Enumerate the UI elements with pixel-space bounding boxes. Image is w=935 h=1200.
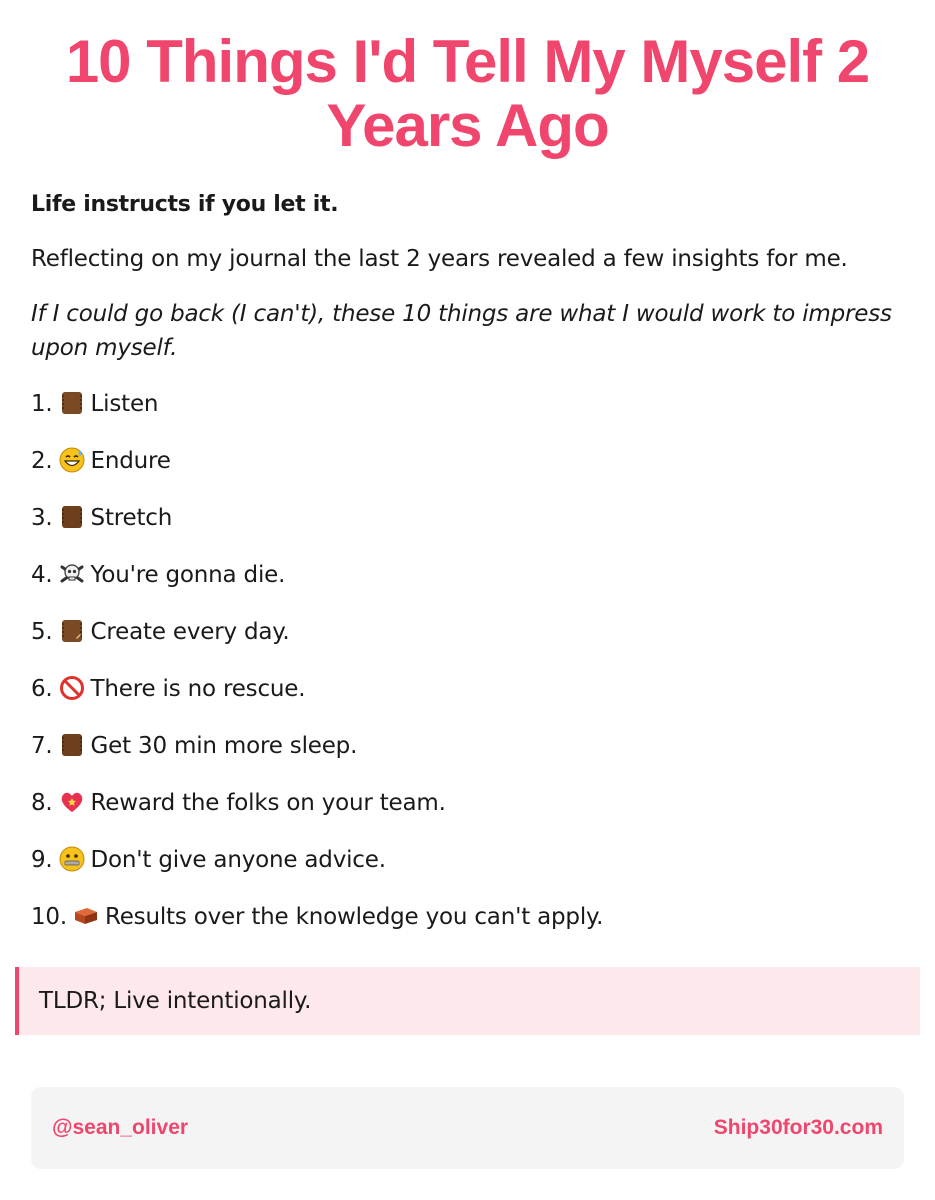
- list-item-text: Don't give anyone advice.: [90, 847, 386, 873]
- list-item: [31, 444, 911, 501]
- list-item-text: Stretch: [90, 505, 173, 531]
- list-item: [31, 729, 911, 786]
- lead-text: Life instructs if you let it.: [31, 192, 339, 217]
- author-handle-link[interactable]: @sean_oliver: [52, 1116, 189, 1139]
- things-list: [31, 387, 911, 957]
- list-item-text: Create every day.: [90, 619, 290, 645]
- list-item-number: 2.: [31, 448, 53, 474]
- list-item-text: Endure: [90, 448, 171, 474]
- list-item: [31, 900, 911, 957]
- list-item-number: 1.: [31, 391, 53, 417]
- prohibited-emoji-icon: [59, 675, 85, 701]
- site-link[interactable]: Ship30for30.com: [713, 1116, 883, 1139]
- list-item-number: 7.: [31, 733, 53, 759]
- tldr-callout: TLDR; Live intentionally.: [15, 967, 920, 1035]
- brown-square-emoji-icon: [59, 504, 85, 530]
- brown-square-emoji-icon: [59, 390, 85, 416]
- list-item: [31, 672, 911, 729]
- brown-square-emoji-icon: [59, 732, 85, 758]
- intro-text: Reflecting on my journal the last 2 years revealed a few insights for me.: [31, 246, 848, 272]
- footer-bar: [31, 1087, 904, 1169]
- brick-emoji-icon: [73, 903, 99, 929]
- list-item-number: 10.: [31, 904, 67, 930]
- list-item-text: Results over the knowledge you can't apply.: [104, 904, 604, 930]
- list-item-number: 5.: [31, 619, 53, 645]
- list-item-number: 9.: [31, 847, 53, 873]
- list-item-text: There is no rescue.: [90, 676, 306, 702]
- list-item: [31, 558, 911, 615]
- zipper-mouth-emoji-icon: [59, 846, 85, 872]
- list-item: [31, 843, 911, 900]
- sweat-smile-emoji-icon: [59, 447, 85, 473]
- list-item-number: 6.: [31, 676, 53, 702]
- list-item-text: Get 30 min more sleep.: [90, 733, 358, 759]
- intro-italic-text: If I could go back (I can't), these 10 things are what I would work to impress upon myself.: [31, 301, 892, 361]
- list-item-text: Reward the folks on your team.: [90, 790, 446, 816]
- page-title: 10 Things I'd Tell My Myself 2 Years Ago: [65, 28, 870, 159]
- list-item: [31, 615, 911, 672]
- list-item-text: Listen: [90, 391, 159, 417]
- post-body: [31, 188, 911, 957]
- list-item: [31, 387, 911, 444]
- sparkling-heart-emoji-icon: [59, 789, 85, 815]
- list-item-number: 4.: [31, 562, 53, 588]
- list-item: [31, 786, 911, 843]
- brown-square-emoji-icon: [59, 618, 85, 644]
- list-item: [31, 501, 911, 558]
- skull-crossbones-emoji-icon: [59, 561, 85, 587]
- list-item-text: You're gonna die.: [90, 562, 286, 588]
- list-item-number: 3.: [31, 505, 53, 531]
- list-item-number: 8.: [31, 790, 53, 816]
